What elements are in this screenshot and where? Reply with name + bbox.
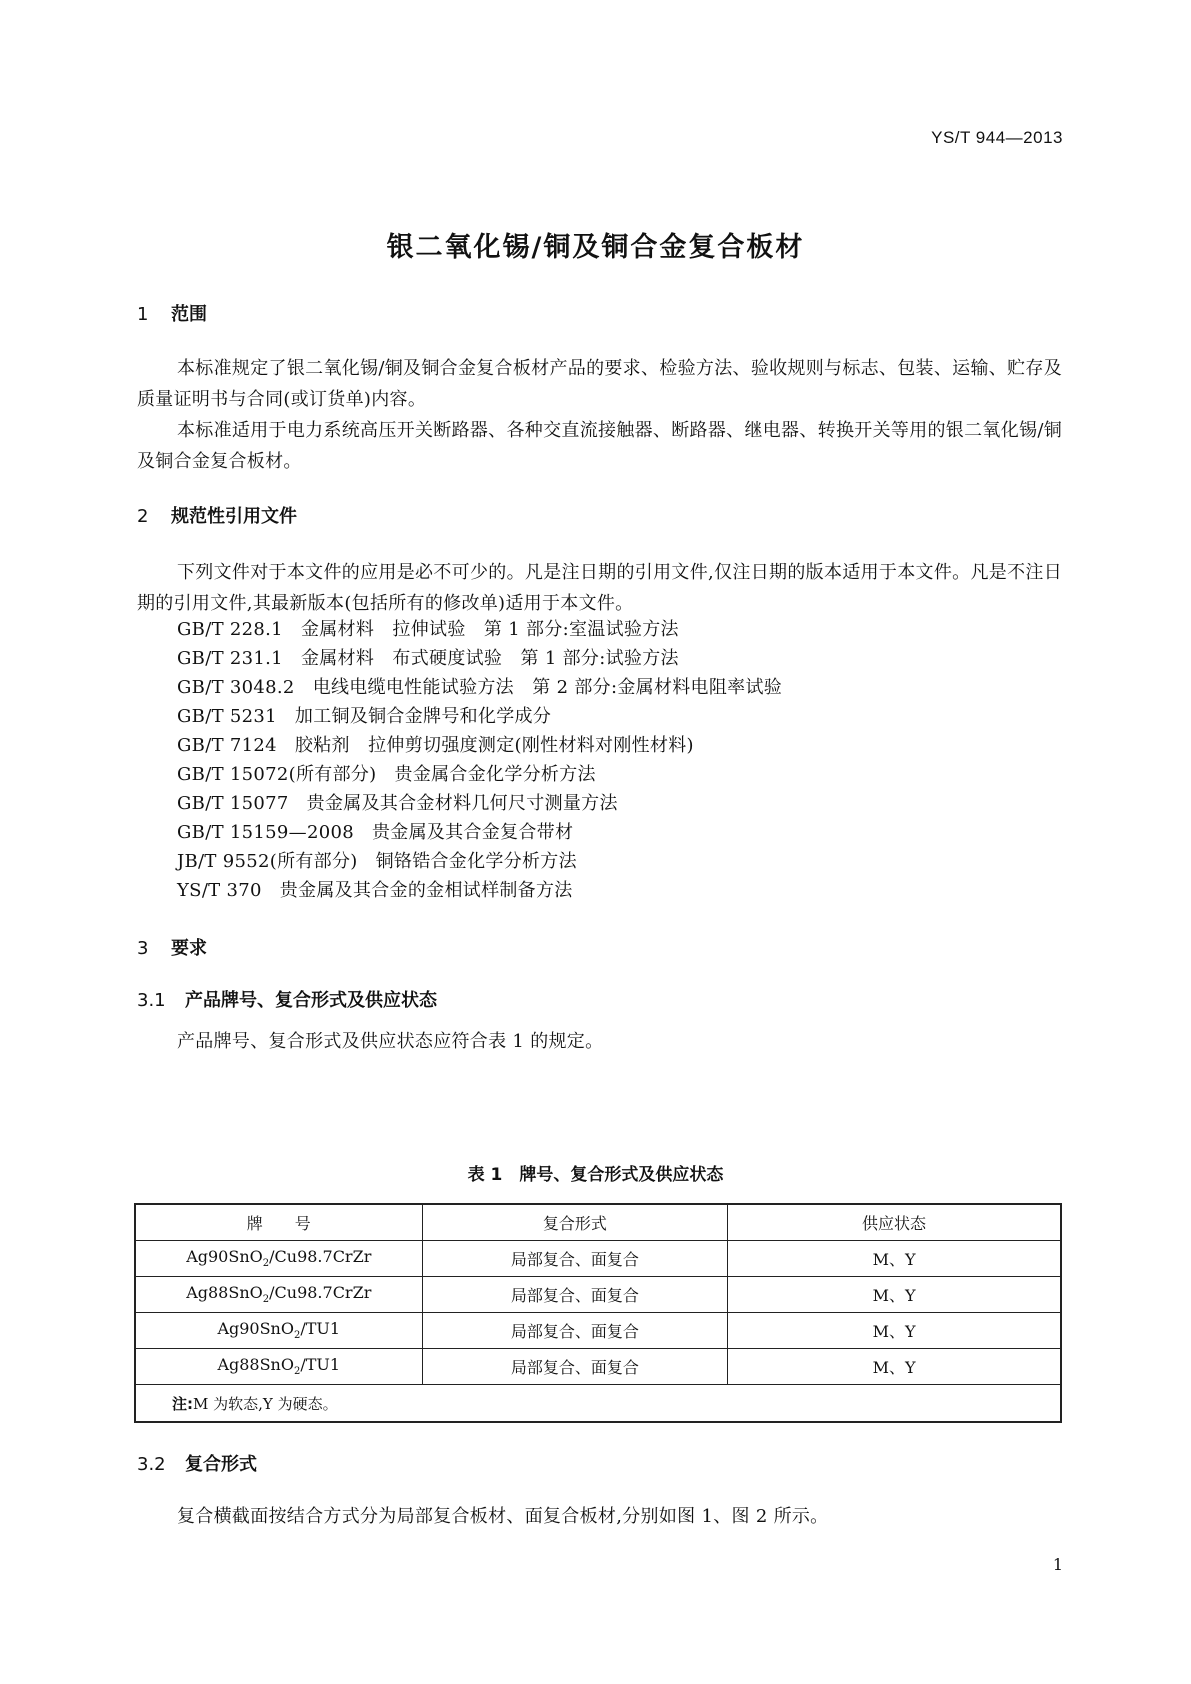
column-header-state: 供应状态 — [728, 1204, 1061, 1241]
table-row — [135, 1313, 1061, 1349]
table-row — [135, 1241, 1061, 1277]
reference-code: GB/T 15072(所有部分) — [177, 764, 377, 785]
reference-item — [177, 817, 573, 848]
reference-title: 金属材料 布式硬度试验 第 1 部分:试验方法 — [300, 648, 679, 669]
section-title: 规范性引用文件 — [171, 506, 297, 527]
form-cell: 局部复合、面复合 — [422, 1313, 728, 1349]
form-cell: 局部复合、面复合 — [422, 1277, 728, 1313]
reference-item — [177, 846, 577, 877]
reference-code: GB/T 5231 — [177, 706, 277, 727]
reference-item — [177, 759, 596, 790]
state-cell: M、Y — [728, 1241, 1061, 1277]
state-cell: M、Y — [728, 1313, 1061, 1349]
column-header-grade: 牌 号 — [135, 1204, 422, 1241]
reference-title: 贵金属及其合金材料几何尺寸测量方法 — [306, 793, 618, 814]
grade-cell: Ag90SnO$_2$/TU1 — [135, 1313, 422, 1349]
section-3-heading — [137, 934, 207, 960]
section-3-2-text: 复合横截面按结合方式分为局部复合板材、面复合板材,分别如图 1、图 2 所示。 — [177, 1506, 829, 1527]
section-2-heading — [137, 502, 297, 528]
section-title: 产品牌号、复合形式及供应状态 — [185, 990, 437, 1011]
reference-code: GB/T 228.1 — [177, 619, 283, 640]
section-title: 范围 — [171, 304, 207, 325]
section-number: 3.1 — [137, 990, 166, 1011]
section-3-1-heading — [137, 986, 437, 1012]
section-3-2-heading — [137, 1450, 257, 1476]
table-caption: 表 1 牌号、复合形式及供应状态 — [467, 1165, 724, 1185]
reference-item — [177, 875, 573, 906]
reference-title: 加工铜及铜合金牌号和化学成分 — [294, 706, 552, 727]
reference-title: 电线电缆电性能试验方法 第 2 部分:金属材料电阻率试验 — [312, 677, 783, 698]
reference-item — [177, 701, 551, 732]
reference-item — [177, 730, 694, 761]
reference-code: GB/T 15159—2008 — [177, 822, 354, 843]
section-number: 2 — [137, 506, 149, 527]
table-note-row — [135, 1385, 1061, 1423]
scope-paragraph-2: 本标准适用于电力系统高压开关断路器、各种交直流接触器、断路器、继电器、转换开关等用的银二氧化锡/铜及铜合金复合板材。 — [137, 420, 1062, 472]
grade-table — [134, 1203, 1062, 1423]
grade-cell: Ag90SnO$_2$/Cu98.7CrZr — [135, 1241, 422, 1277]
section-title: 复合形式 — [185, 1454, 257, 1475]
section-title: 要求 — [171, 938, 207, 959]
note-text: M 为软态,Y 为硬态。 — [193, 1394, 338, 1413]
table-row — [135, 1277, 1061, 1313]
form-cell: 局部复合、面复合 — [422, 1241, 728, 1277]
section-3-1-text: 产品牌号、复合形式及供应状态应符合表 1 的规定。 — [177, 1031, 604, 1052]
table-note — [135, 1385, 1061, 1423]
page-number: 1 — [1052, 1555, 1063, 1574]
reference-title: 铜铬锆合金化学分析方法 — [375, 851, 577, 872]
grade-cell: Ag88SnO$_2$/TU1 — [135, 1349, 422, 1385]
section-number: 1 — [137, 304, 149, 325]
reference-code: GB/T 3048.2 — [177, 677, 295, 698]
section-number: 3.2 — [137, 1454, 166, 1475]
reference-title: 胶粘剂 拉伸剪切强度测定(刚性材料对刚性材料) — [294, 735, 694, 756]
standard-code: YS/T 944—2013 — [931, 128, 1063, 147]
reference-title: 贵金属及其合金的金相试样制备方法 — [279, 880, 573, 901]
form-cell: 局部复合、面复合 — [422, 1349, 728, 1385]
references-intro: 下列文件对于本文件的应用是必不可少的。凡是注日期的引用文件,仅注日期的版本适用于本文件。凡是不注日期的引用文件,其最新版本(包括所有的修改单)适用于本文件。 — [137, 562, 1062, 614]
section-number: 3 — [137, 938, 149, 959]
section-1-heading — [137, 300, 207, 326]
reference-title: 贵金属合金化学分析方法 — [394, 764, 596, 785]
reference-item — [177, 643, 679, 674]
reference-title: 贵金属及其合金复合带材 — [371, 822, 574, 843]
reference-code: YS/T 370 — [177, 880, 262, 901]
state-cell: M、Y — [728, 1277, 1061, 1313]
reference-title: 金属材料 拉伸试验 第 1 部分:室温试验方法 — [300, 619, 679, 640]
document-title: 银二氧化锡/铜及铜合金复合板材 — [386, 232, 805, 263]
table-header-row — [135, 1204, 1061, 1241]
reference-item — [177, 672, 782, 703]
reference-item — [177, 788, 618, 819]
reference-code: GB/T 7124 — [177, 735, 277, 756]
scope-paragraph-1: 本标准规定了银二氧化锡/铜及铜合金复合板材产品的要求、检验方法、验收规则与标志、包装、运输、贮存及质量证明书与合同(或订货单)内容。 — [137, 358, 1062, 410]
reference-item — [177, 614, 679, 645]
column-header-form: 复合形式 — [422, 1204, 728, 1241]
note-label: 注: — [172, 1394, 193, 1413]
reference-code: GB/T 15077 — [177, 793, 289, 814]
grade-cell: Ag88SnO$_2$/Cu98.7CrZr — [135, 1277, 422, 1313]
reference-code: GB/T 231.1 — [177, 648, 283, 669]
table-row — [135, 1349, 1061, 1385]
state-cell: M、Y — [728, 1349, 1061, 1385]
reference-code: JB/T 9552(所有部分) — [177, 851, 358, 872]
